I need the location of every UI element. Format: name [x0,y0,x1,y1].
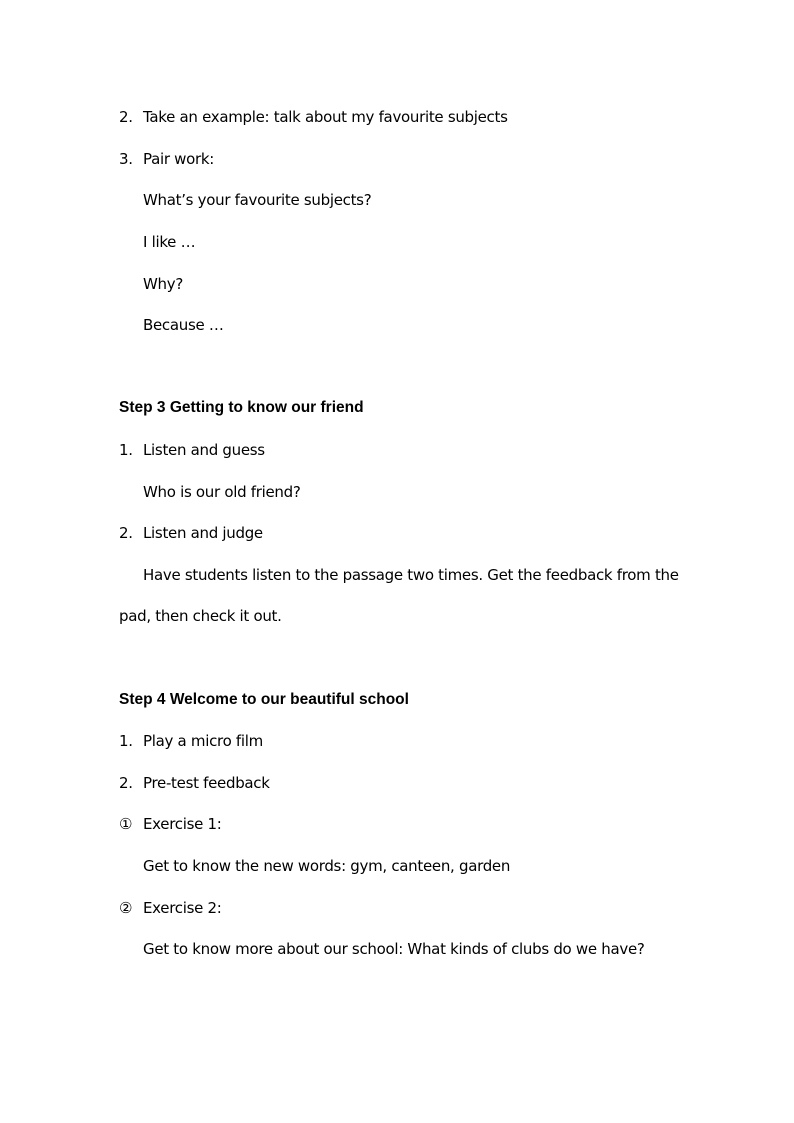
dialogue-text: Because … [143,316,224,334]
list-item-text: Who is our old friend? [143,483,301,501]
list-item-text: Listen and judge [143,524,263,542]
list-item-text: Pair work: [143,150,215,168]
list-marker: 2. [119,524,133,542]
dialogue-text: I like … [143,233,196,251]
dialogue-text: Why? [143,275,183,293]
list-item-text: Pre-test feedback [143,774,270,792]
list-marker: 2. [119,108,133,126]
list-marker: ① [119,815,133,833]
list-marker: 1. [119,441,133,459]
list-item-text: Get to know more about our school: What kinds of clubs do we have? [143,940,645,958]
list-marker: 1. [119,732,133,750]
section-heading-step-4: Step 4 Welcome to our beautiful school [119,691,409,708]
list-marker: 2. [119,774,133,792]
list-marker: 3. [119,150,133,168]
list-item-text: Take an example: talk about my favourite subjects [143,108,508,126]
list-item-text: Play a micro film [143,732,263,750]
list-item-text: Listen and guess [143,441,265,459]
list-item-text: Exercise 2: [143,899,222,917]
paragraph-text: pad, then check it out. [119,607,282,625]
dialogue-text: What’s your favourite subjects? [143,191,372,209]
section-heading-step-3: Step 3 Getting to know our friend [119,399,364,416]
list-marker: ② [119,899,133,917]
list-item-text: Get to know the new words: gym, canteen, garden [143,857,511,875]
paragraph-line: Have students listen to the passage two times. Get the feedback from the [143,566,679,584]
list-item-text: Exercise 1: [143,815,222,833]
